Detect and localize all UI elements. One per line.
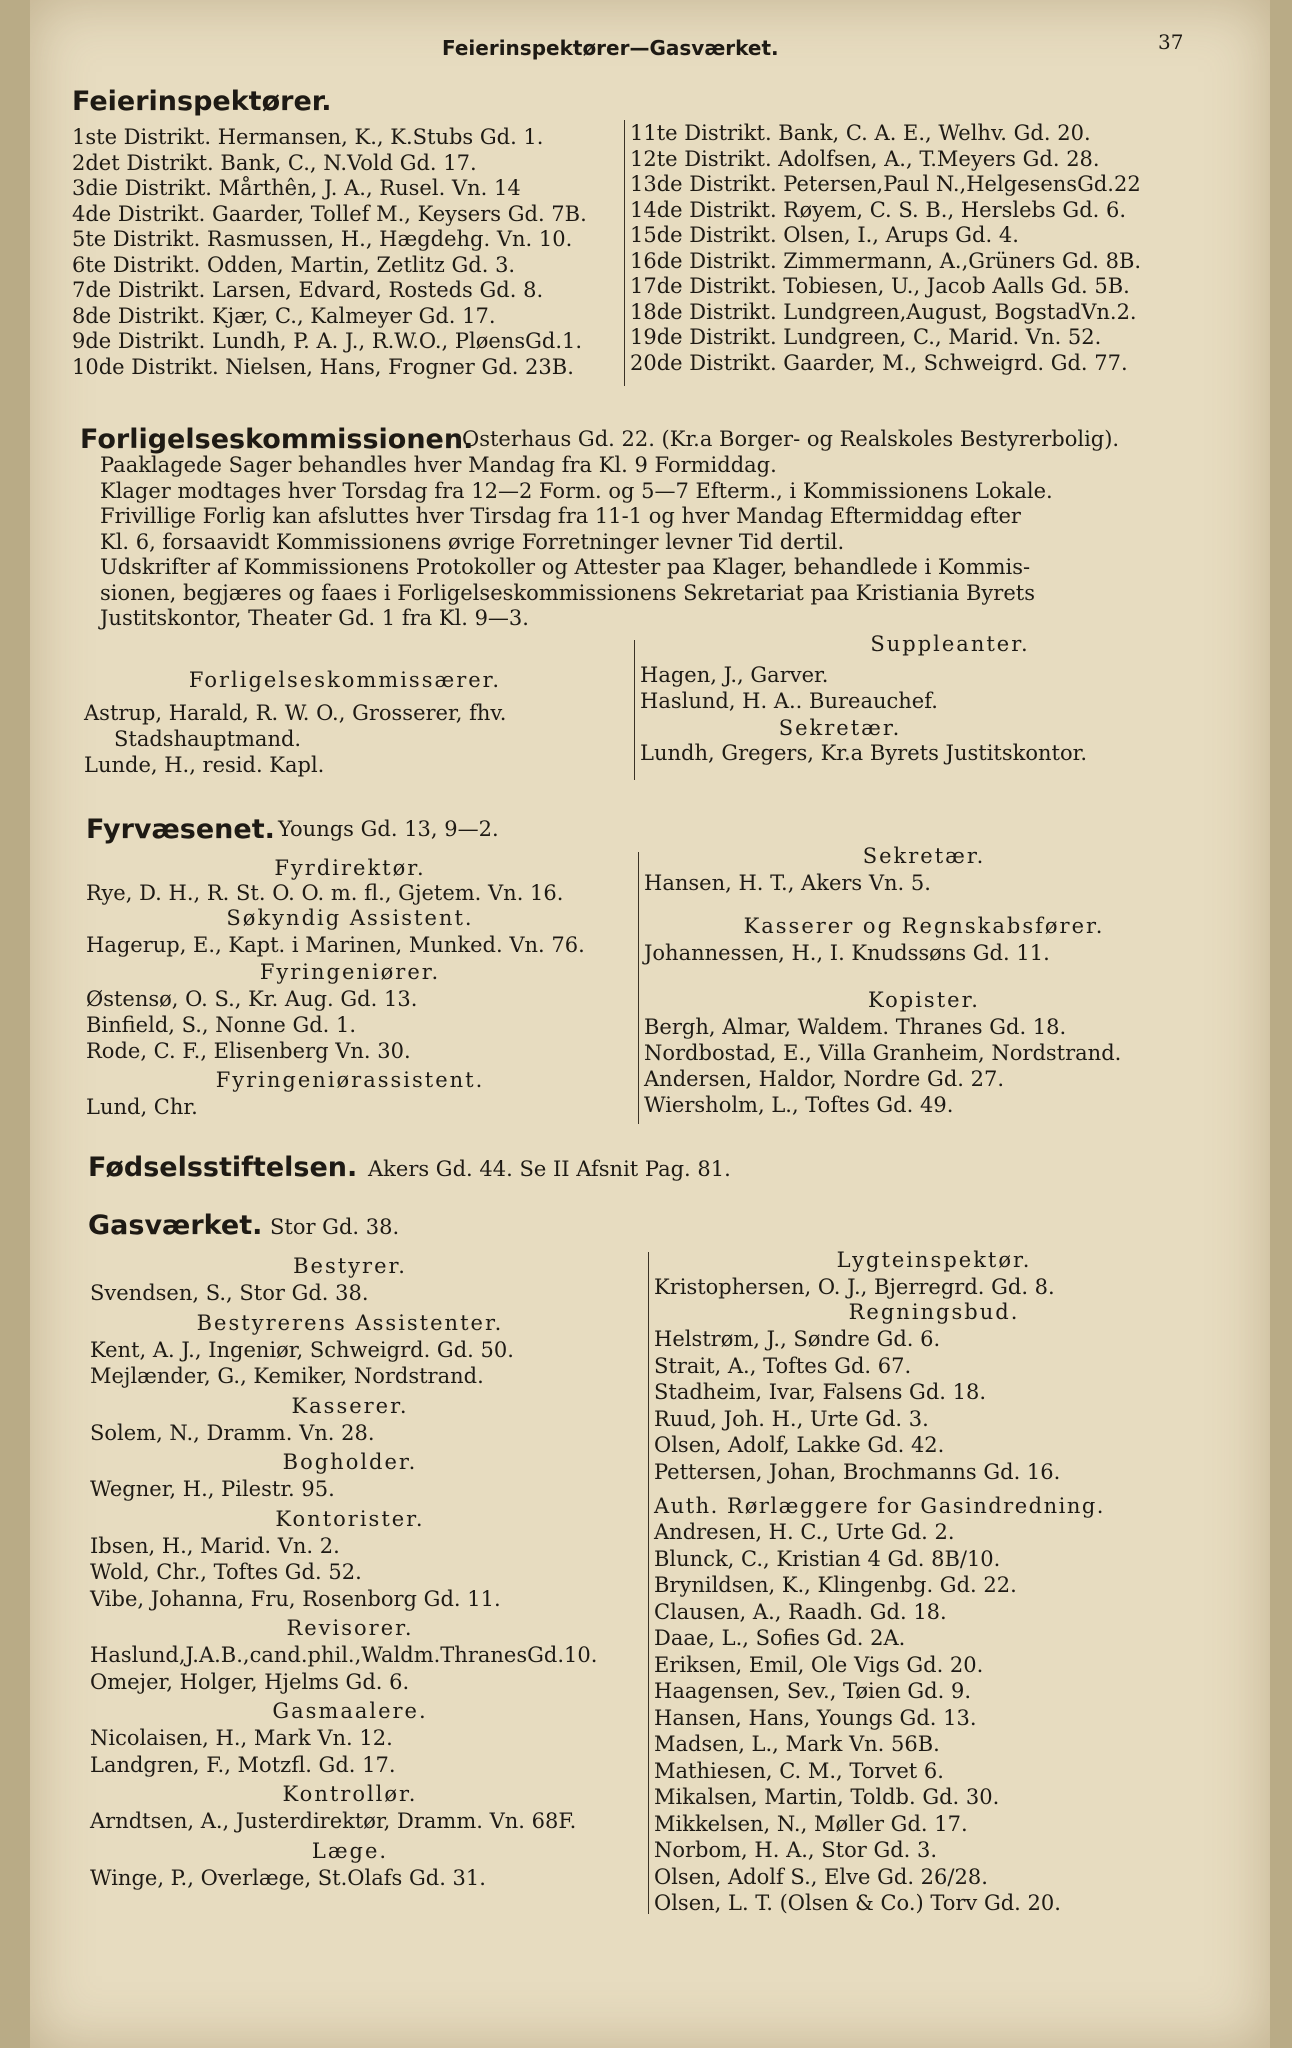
running-header: Feierinspektører—Gasværket. <box>442 36 779 60</box>
list-item: Hansen, H. T., Akers Vn. 5. <box>644 871 931 895</box>
list-item: Astrup, Harald, R. W. O., Grosserer, fhv. <box>84 701 507 725</box>
section-heading-gasvaerket: Gasværket. <box>88 1210 263 1241</box>
list-item: Winge, P., Overlæge, St.Olafs Gd. 31. <box>90 1865 486 1890</box>
role-title: Bestyrerens Assistenter. <box>196 1310 504 1335</box>
list-item: Ruud, Joh. H., Urte Gd. 3. <box>654 1406 929 1431</box>
paragraph-line: Kl. 6, forsaavidt Kommissionens øvrige Forretninger levner Tid dertil. <box>100 529 845 554</box>
suppleanter-title: Suppleanter. <box>870 632 1030 656</box>
column-divider <box>638 852 639 1124</box>
auth-title: Auth. Rørlæggere for Gasindredning. <box>654 1494 1105 1518</box>
gasvaerket-address: Stor Gd. 38. <box>270 1215 400 1239</box>
list-item: Olsen, Adolf S., Elve Gd. 26/28. <box>654 1864 988 1889</box>
list-item: Lunde, H., resid. Kapl. <box>84 753 325 777</box>
district-entry: 13de Distrikt. Petersen,Paul N.,HelgesensGd.22 <box>630 172 1141 196</box>
list-item: Omejer, Holger, Hjelms Gd. 6. <box>90 1669 410 1694</box>
list-item: Madsen, L., Mark Vn. 56B. <box>654 1732 940 1756</box>
district-entry: 16de Distrikt. Zimmermann, A.,Grüners Gd. 8B. <box>630 248 1142 273</box>
district-entry: 12te Distrikt. Adolfsen, A., T.Meyers Gd. 28. <box>630 146 1100 171</box>
district-entry: 20de Distrikt. Gaarder, M., Schweigrd. Gd. 77. <box>630 350 1128 375</box>
district-entry: 5te Distrikt. Rasmussen, H., Hægdehg. Vn. 10. <box>72 227 573 251</box>
list-item: Daae, L., Sofies Gd. 2A. <box>654 1626 906 1650</box>
list-item: Clausen, A., Raadh. Gd. 18. <box>654 1599 947 1624</box>
role-title: Læge. <box>311 1838 389 1863</box>
district-entry: 18de Distrikt. Lundgreen,August, BogstadVn.2. <box>630 299 1137 324</box>
district-entry: 14de Distrikt. Røyem, C. S. B., Herslebs Gd. 6. <box>630 197 1127 222</box>
list-item: Hagen, J., Garver. <box>640 663 829 687</box>
section-heading-feierinspektorer: Feierinspektører. <box>72 86 332 117</box>
list-item: Eriksen, Emil, Ole Vigs Gd. 20. <box>654 1652 984 1677</box>
list-item: Helstrøm, J., Søndre Gd. 6. <box>654 1327 941 1351</box>
column-divider <box>648 1252 649 1914</box>
list-item: Blunck, C., Kristian 4 Gd. 8B/10. <box>654 1546 1001 1571</box>
list-item: Svendsen, S., Stor Gd. 38. <box>90 1281 369 1305</box>
list-item: Hagerup, E., Kapt. i Marinen, Munked. Vn. 76. <box>86 933 585 957</box>
list-item: Andersen, Haldor, Nordre Gd. 27. <box>644 1067 1005 1091</box>
list-item: Strait, A., Toftes Gd. 67. <box>654 1353 912 1378</box>
role-title: Kontorister. <box>275 1506 425 1531</box>
list-item: Haslund, H. A.. Bureauchef. <box>640 689 938 713</box>
forligelse-address: Osterhaus Gd. 22. (Kr.a Borger- og Realskoles Bestyrerbolig). <box>462 427 1120 451</box>
sokyndig-title: Søkyndig Assistent. <box>226 906 474 930</box>
list-item: Stadheim, Ivar, Falsens Gd. 18. <box>654 1380 987 1404</box>
district-entry: 17de Distrikt. Tobiesen, U., Jacob Aalls Gd. 5B. <box>630 274 1130 298</box>
list-item: Mejlænder, G., Kemiker, Nordstrand. <box>90 1364 484 1388</box>
list-item: Mikalsen, Martin, Toldb. Gd. 30. <box>654 1785 1000 1809</box>
list-item: Mikkelsen, N., Møller Gd. 17. <box>654 1811 968 1836</box>
list-item: Wold, Chr., Toftes Gd. 52. <box>90 1560 362 1584</box>
list-item: Landgren, F., Motzfl. Gd. 17. <box>90 1752 396 1777</box>
district-entry: 15de Distrikt. Olsen, I., Arups Gd. 4. <box>630 223 1019 247</box>
district-entry: 1ste Distrikt. Hermansen, K., K.Stubs Gd. 1. <box>72 125 544 149</box>
paragraph-line: Klager modtages hver Torsdag fra 12—2 Form. og 5—7 Efterm., i Kommissionens Lokale. <box>100 478 1053 503</box>
forligelse-commissioners-title: Forligelseskommissærer. <box>188 668 502 692</box>
list-item: Olsen, Adolf, Lakke Gd. 42. <box>654 1433 945 1457</box>
section-heading-forligelse: Forligelseskommissionen. <box>80 424 474 455</box>
role-title: Gasmaalere. <box>272 1699 428 1723</box>
fodselsstiftelsen-text: Akers Gd. 44. Se II Afsnit Pag. 81. <box>368 1157 731 1181</box>
column-divider <box>634 640 635 780</box>
sekretaer-title: Sekretær. <box>778 716 902 740</box>
list-item: Rye, D. H., R. St. O. O. m. fl., Gjetem. Vn. 16. <box>86 881 564 905</box>
list-item: Kristophersen, O. J., Bjerregrd. Gd. 8. <box>654 1275 1055 1299</box>
list-item: Wegner, H., Pilestr. 95. <box>90 1477 335 1501</box>
list-item: Norbom, H. A., Stor Gd. 3. <box>654 1838 938 1862</box>
book-page <box>30 0 1270 2048</box>
list-item: Pettersen, Johan, Brochmanns Gd. 16. <box>654 1459 1061 1484</box>
paragraph-line: Udskrifter af Kommissionens Protokoller og Attester paa Klager, behandlede i Kommis- <box>100 555 1031 579</box>
list-item: Lundh, Gregers, Kr.a Byrets Justitskontor. <box>640 741 1088 765</box>
list-item: Kent, A. J., Ingeniør, Schweigrd. Gd. 50. <box>90 1337 514 1362</box>
kasserer-title: Kasserer og Regnskabsfører. <box>743 914 1105 938</box>
list-item: Arndtsen, A., Justerdirektør, Dramm. Vn. 68F. <box>90 1809 577 1833</box>
list-item: Wiersholm, L., Toftes Gd. 49. <box>644 1093 954 1117</box>
role-title: Bestyrer. <box>293 1254 407 1278</box>
district-entry: 7de Distrikt. Larsen, Edvard, Rosteds Gd. 8. <box>72 278 544 302</box>
paragraph-line: Frivillige Forlig kan afsluttes hver Tirsdag fra 11-1 og hver Mandag Eftermiddag efter <box>100 504 1021 528</box>
list-item: Brynildsen, K., Klingenbg. Gd. 22. <box>654 1573 1017 1597</box>
fyrvaesenet-address: Youngs Gd. 13, 9—2. <box>278 817 499 841</box>
list-item: Johannessen, H., I. Knudssøns Gd. 11. <box>644 941 1050 965</box>
paragraph-line: Paaklagede Sager behandles hver Mandag fra Kl. 9 Formiddag. <box>100 453 777 477</box>
list-item: Nordbostad, E., Villa Granheim, Nordstrand. <box>644 1041 1122 1065</box>
list-item: Lund, Chr. <box>86 1095 198 1119</box>
list-item: Hansen, Hans, Youngs Gd. 13. <box>654 1705 977 1730</box>
district-entry: 3die Distrikt. Mårthên, J. A., Rusel. Vn. 14 <box>72 176 521 200</box>
list-item: Andresen, H. C., Urte Gd. 2. <box>654 1520 955 1544</box>
list-item: Stadshauptmand. <box>114 727 302 751</box>
role-title: Kasserer. <box>291 1393 409 1418</box>
district-entry: 10de Distrikt. Nielsen, Hans, Frogner Gd. 23B. <box>72 354 574 379</box>
fyr-sekretaer-title: Sekretær. <box>862 844 986 868</box>
list-item: Haagensen, Sev., Tøien Gd. 9. <box>654 1679 972 1703</box>
district-entry: 11te Distrikt. Bank, C. A. E., Welhv. Gd. 20. <box>630 121 1091 145</box>
list-item: Ibsen, H., Marid. Vn. 2. <box>90 1533 340 1558</box>
fyringeniorassistent-title: Fyringeniørassistent. <box>215 1068 485 1092</box>
regningsbud-title: Regningsbud. <box>848 1300 1020 1324</box>
list-item: Binfield, S., Nonne Gd. 1. <box>86 1013 357 1037</box>
list-item: Bergh, Almar, Waldem. Thranes Gd. 18. <box>644 1015 1067 1039</box>
district-entry: 6te Distrikt. Odden, Martin, Zetlitz Gd. 3. <box>72 252 516 277</box>
fyringeniorer-title: Fyringeniører. <box>259 960 441 984</box>
list-item: Olsen, L. T. (Olsen & Co.) Torv Gd. 20. <box>654 1891 1061 1915</box>
section-heading-fyrvaesenet: Fyrvæsenet. <box>86 814 275 845</box>
district-entry: 8de Distrikt. Kjær, C., Kalmeyer Gd. 17. <box>72 303 496 328</box>
role-title: Revisorer. <box>286 1616 414 1640</box>
list-item: Østensø, O. S., Kr. Aug. Gd. 13. <box>86 987 418 1011</box>
district-entry: 9de Distrikt. Lundh, P. A. J., R.W.O., PløensGd.1. <box>72 329 583 353</box>
fyrdirektor-title: Fyrdirektør. <box>274 856 426 880</box>
list-item: Rode, C. F., Elisenberg Vn. 30. <box>86 1039 411 1063</box>
section-heading-fodselsstiftelsen: Fødselsstiftelsen. <box>88 1152 358 1183</box>
list-item: Nicolaisen, H., Mark Vn. 12. <box>90 1726 393 1750</box>
district-entry: 4de Distrikt. Gaarder, Tollef M., Keysers Gd. 7B. <box>72 201 587 226</box>
district-entry: 19de Distrikt. Lundgreen, C., Marid. Vn. 52. <box>630 325 1102 349</box>
role-title: Bogholder. <box>282 1450 418 1474</box>
paragraph-line: sionen, begjæres og faaes i Forligelseskommissionens Sekretariat paa Kristiania Byrets <box>100 580 1035 605</box>
lygteinspektor-title: Lygteinspektør. <box>836 1248 1032 1272</box>
list-item: Haslund,J.A.B.,cand.phil.,Waldm.ThranesGd.10. <box>90 1643 598 1667</box>
district-entry: 2det Distrikt. Bank, C., N.Vold Gd. 17. <box>72 150 477 175</box>
kopister-title: Kopister. <box>868 988 980 1012</box>
page-number: 37 <box>1158 30 1184 54</box>
list-item: Vibe, Johanna, Fru, Rosenborg Gd. 11. <box>90 1586 501 1611</box>
paragraph-line: Justitskontor, Theater Gd. 1 fra Kl. 9—3. <box>100 606 529 630</box>
list-item: Solem, N., Dramm. Vn. 28. <box>90 1420 375 1445</box>
column-divider <box>624 120 625 386</box>
role-title: Kontrollør. <box>282 1782 418 1806</box>
list-item: Mathiesen, C. M., Torvet 6. <box>654 1758 944 1783</box>
